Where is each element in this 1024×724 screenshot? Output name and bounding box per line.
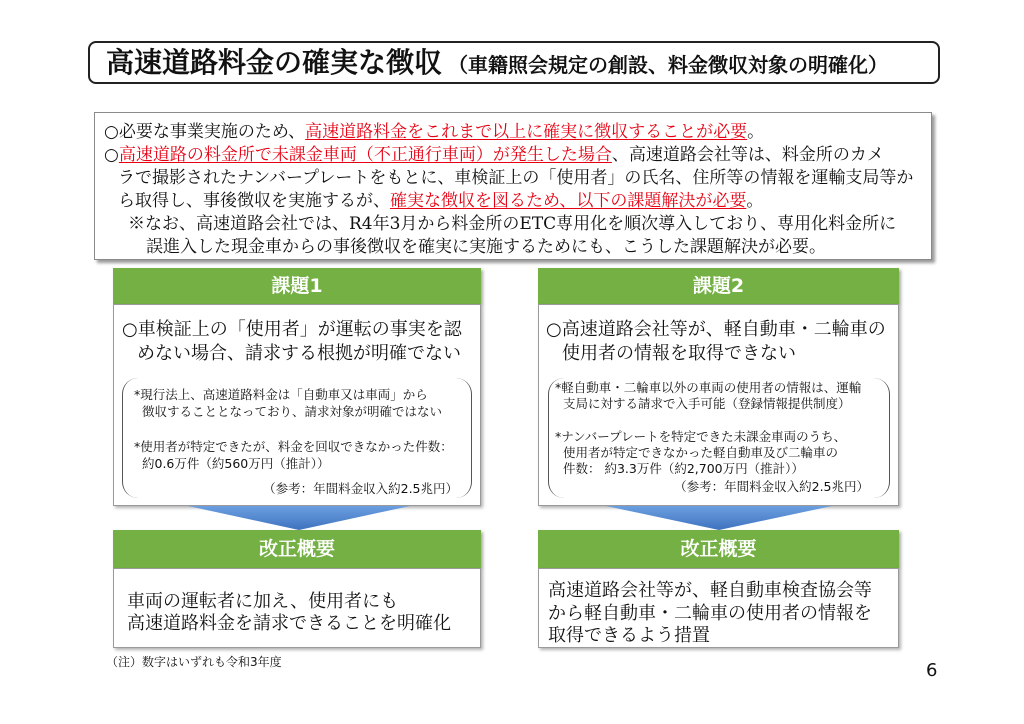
summary-note-line-1: ※なお、高速道路会社では、R4年3月から料金所のETC専用化を順次導入しており、専用化料金所に (128, 214, 897, 234)
summary-line-1-tail: 。 (747, 122, 765, 142)
issue-1-header: 課題1 (113, 268, 481, 304)
note-line: *現行法上、高速道路料金は「自動車又は車両」から (134, 387, 428, 402)
revision-1-line-1: 車両の運転者に加え、使用者にも (127, 591, 399, 612)
footnote: （注）数字はいずれも令和3年度 (106, 655, 282, 669)
issue-2-problem-line-1: ○高速道路会社等が、軽自動車・二輪車の (546, 319, 886, 340)
summary-line-2-tail: 、高速道路会社等は、料金所のカメ (611, 145, 884, 165)
note-line: 約0.6万件（約560万円（推計）） (142, 455, 330, 471)
issue-1-column (113, 268, 481, 648)
reference-note: （参考：年間料金収入約2.5兆円） (263, 481, 458, 496)
note-line: *使用者が特定できたが、料金を回収できなかった件数： (134, 439, 453, 454)
summary-line-2 (95, 144, 931, 167)
page-title: 高速道路料金の確実な徴収 (106, 46, 443, 79)
summary-box (94, 112, 932, 260)
revision-1-line-2: 高速道路料金を請求できることを明確化 (127, 613, 451, 634)
issue-2-notes-bracket (548, 378, 890, 498)
issue-2-note-group-1 (555, 380, 869, 412)
revision-1-header: 改正概要 (113, 530, 481, 568)
issue-1-problem-line-1: ○車検証上の「使用者」が運転の事実を認 (122, 319, 462, 340)
summary-note-line-2: 誤進入した現金車からの事後徴収を確実に実施するためにも、こうした課題解決が必要。 (146, 237, 826, 257)
summary-line-1-emphasis: 高速道路料金をこれまで以上に確実に徴収することが必要 (305, 122, 748, 142)
note-line: 徴収することとなっており、請求対象が明確ではない (142, 403, 443, 419)
issue-2-header: 課題2 (538, 268, 899, 304)
revision-2-line-2: から軽自動車・二輪車の使用者の情報を (548, 602, 872, 624)
summary-line-4-tail: 。 (746, 191, 764, 211)
arrow-shape (606, 506, 832, 530)
note-line: 支局に対する請求で入手可能（登録情報提供制度） (563, 396, 851, 411)
summary-line-4-emphasis: 確実な徴収を図るため、以下の課題解決が必要 (390, 191, 747, 211)
issue-1-notes-bracket (122, 378, 472, 498)
down-arrow-icon (606, 506, 832, 530)
page-number: 6 (926, 660, 938, 681)
summary-line-4 (95, 190, 931, 213)
summary-line-4-lead: ら取得し、事後徴収を実施するが、 (118, 191, 390, 211)
revision-1-body (113, 568, 481, 648)
arrow-shape (188, 506, 410, 530)
revision-2-header: 改正概要 (538, 530, 899, 568)
revision-2-line-3: 取得できるよう措置 (548, 625, 710, 646)
summary-line-1-lead: ○必要な事業実施のため、 (104, 122, 306, 142)
page-subtitle: （車籍照会規定の創設、料金徴収対象の明確化） (448, 53, 889, 77)
issue-2-note-group-2 (555, 429, 869, 477)
summary-line-2-lead: ○ (104, 145, 119, 165)
note-line: *軽自動車・二輪車以外の車両の使用者の情報は、運輸 (555, 380, 862, 395)
issue-1-note-group-1 (134, 387, 458, 420)
note-line: 使用者が特定できなかった軽自動車及び二輪車の (563, 445, 839, 460)
summary-line-2-emphasis: 高速道路の料金所で未課金車両（不正通行車両）が発生した場合 (118, 145, 612, 165)
note-line: *ナンバープレートを特定できた未課金車両のうち、 (555, 429, 847, 444)
title-box (88, 41, 940, 84)
issue-1-note-group-2 (134, 439, 458, 472)
revision-2-body (538, 568, 899, 648)
summary-line-3: ラで撮影されたナンバープレートをもとに、車検証上の「使用者」の氏名、住所等の情報を運輸支局等か (118, 168, 914, 188)
summary-line-1 (95, 121, 931, 144)
revision-2-line-1: 高速道路会社等が、軽自動車検査協会等 (548, 580, 872, 601)
note-line: 件数： 約3.3万件（約2,700万円（推計）） (563, 461, 804, 476)
issue-1-problem-line-2: めない場合、請求する根拠が明確でない (137, 343, 461, 364)
reference-note: （参考：年間料金収入約2.5兆円） (674, 479, 869, 494)
issue-2-column (538, 268, 899, 648)
down-arrow-icon (188, 506, 410, 530)
issue-2-problem-line-2: 使用者の情報を取得できない (562, 343, 796, 364)
